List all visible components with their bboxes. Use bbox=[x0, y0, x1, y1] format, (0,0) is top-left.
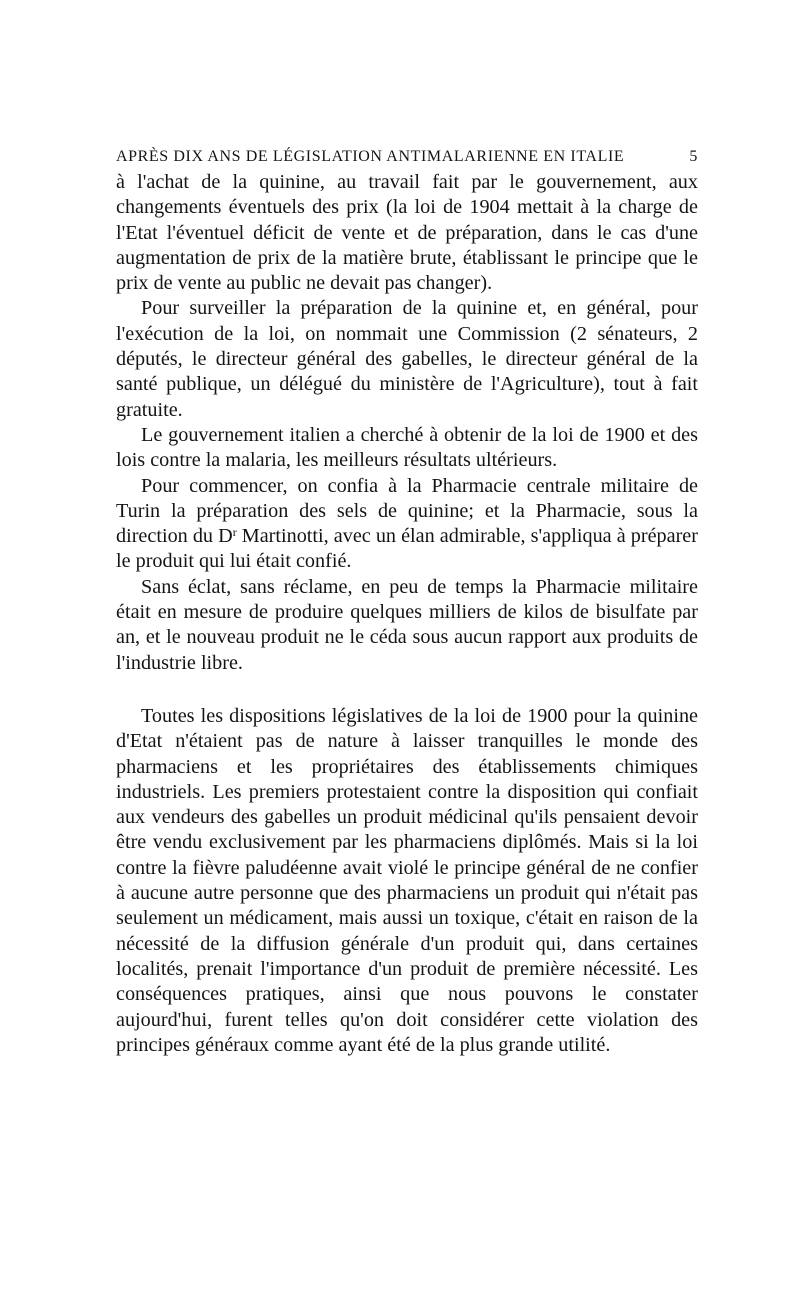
doctor-abbrev-sup: r bbox=[232, 525, 237, 540]
paragraph-6: Toutes les dispositions législatives de la loi de 1900 pour la quinine d'Etat n'étaient pas de nature à laisser tranquilles le monde des pharmaciens et les propriétaires des établissements chimiques industriels. Les premiers protestaient contre la disposition qui confiait aux vendeurs des gabelles un produit médicinal qu'ils pensaient devoir être vendu exclusivement par les pharmaciens diplômés. Mais si la loi contre la fièvre paludéenne avait violé le principe général de ne confier à aucune autre personne que des pharmaciens un produit qui n'était pas seulement un médicament, mais aussi un toxique, c'était en raison de la nécessité de la diffusion générale d'un produit qui, dans certaines localités, prenait l'importance d'un produit de première nécessité. Les conséquences pratiques, ainsi que nous pouvons le constater aujourd'hui, furent telles qu'on doit considérer cette violation des principes généraux comme ayant été de la plus grande utilité. bbox=[116, 704, 698, 1056]
running-header bbox=[116, 148, 698, 166]
page-number: 5 bbox=[689, 148, 698, 165]
running-title: APRÈS DIX ANS DE LÉGISLATION ANTIMALARIENNE EN ITALIE bbox=[116, 148, 625, 165]
paragraph-3: Le gouvernement italien a cherché à obtenir de la loi de 1900 et des lois contre la malaria, les meilleurs résultats ultérieurs. bbox=[116, 423, 698, 472]
page bbox=[116, 148, 698, 1058]
paragraph-1: à l'achat de la quinine, au travail fait par le gouvernement, aux changements éventuels des prix (la loi de 1904 mettait à la charge de l'Etat l'éventuel déficit de vente et de préparation, dans le cas d'une augmentation de prix de la matière brute, établissant le principe que le prix de vente au public ne devait pas changer). bbox=[116, 171, 698, 295]
paragraph-4 bbox=[116, 474, 698, 575]
paragraph-4-text-b: Martinotti, avec un élan admirable, s'appliqua à préparer le produit qui lui était confié. bbox=[116, 525, 698, 573]
paragraph-2: Pour surveiller la préparation de la quinine et, en général, pour l'exécution de la loi, on nommait une Commission (2 sénateurs, 2 députés, le directeur général des gabelles, le directeur général de la santé publique, un délégué du ministère de l'Agriculture), tout à fait gratuite. bbox=[116, 297, 698, 421]
paragraph-5: Sans éclat, sans réclame, en peu de temps la Pharmacie militaire était en mesure de produire quelques milliers de kilos de bisulfate par an, et le nouveau produit ne le céda sous aucun rapport aux produits de l'industrie libre. bbox=[116, 575, 698, 674]
section-break bbox=[116, 676, 698, 704]
paragraph-4-text-a: Pour commencer, on confia à la Pharmacie centrale militaire de Turin la préparation des sels de quinine; et la Pharmacie, sous la direction du D bbox=[116, 474, 698, 548]
